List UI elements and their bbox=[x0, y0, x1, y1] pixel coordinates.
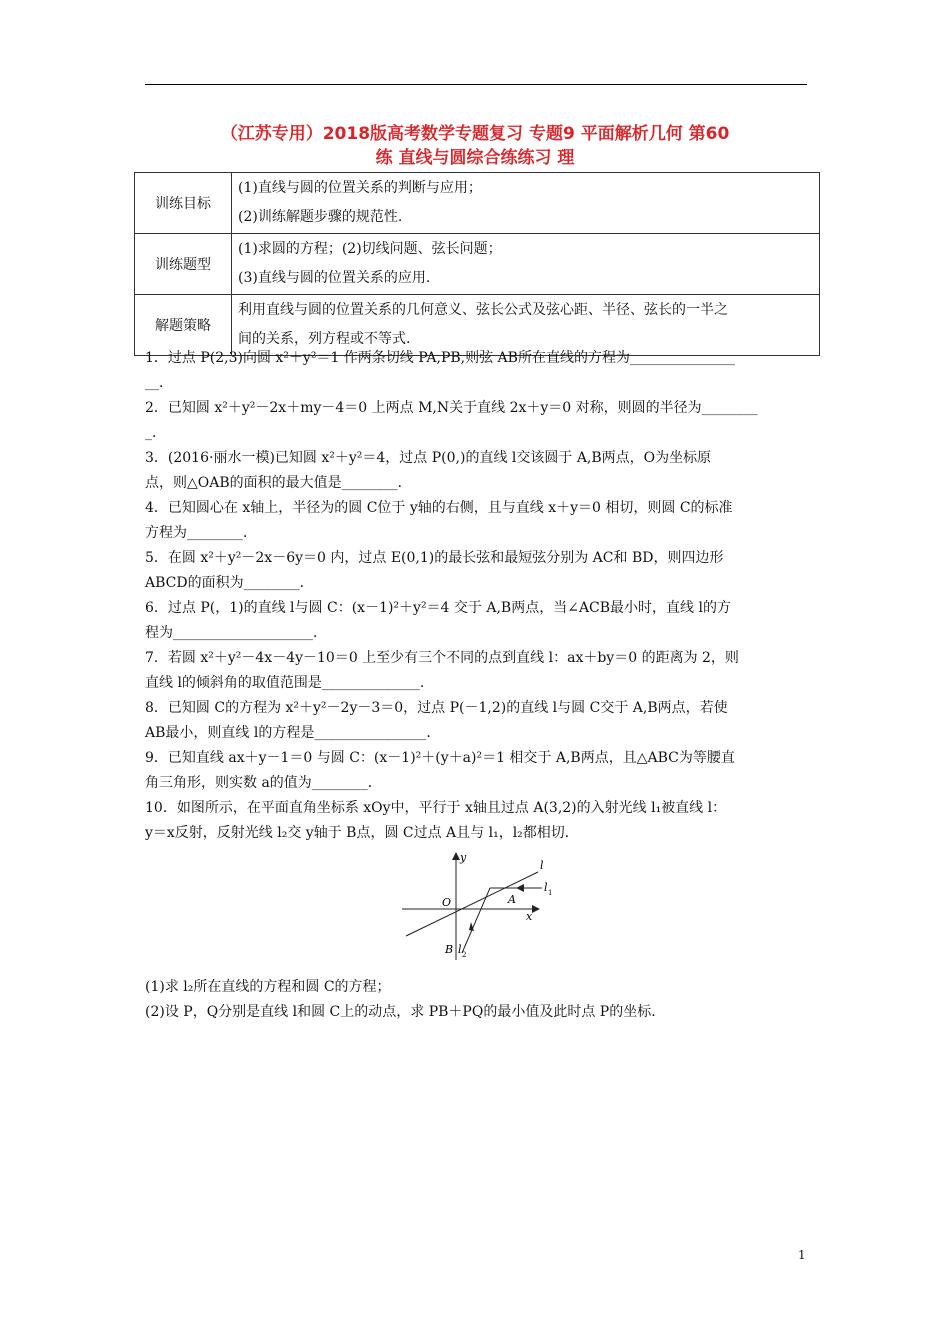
question-3-line-1: 3．(2016·丽水一模)已知圆 x²＋y²＝4，过点 P(0,)的直线 l交该圆于 A,B两点，O为坐标原 bbox=[145, 450, 712, 466]
row-body bbox=[232, 234, 820, 295]
row-head: 解题策略 bbox=[135, 295, 232, 356]
label-l1: l bbox=[544, 881, 548, 894]
row-head: 训练目标 bbox=[135, 173, 232, 234]
question-1-line-1: 1．过点 P(2,3)向圆 x²＋y²＝1 作两条切线 PA,PB,则弦 AB所在直线的方程为_______________ bbox=[145, 350, 735, 366]
question-6-line-2: 程为____________________． bbox=[145, 625, 327, 641]
label-l2: l bbox=[458, 943, 462, 956]
sub-question-list bbox=[145, 975, 807, 1025]
reflection-diagram bbox=[398, 850, 558, 962]
ray-l1-arrow bbox=[516, 884, 524, 892]
label-y: y bbox=[460, 851, 467, 864]
header-rule bbox=[145, 84, 807, 85]
question-10-line-2: y＝x反射，反射光线 l₂交 y轴于 B点，圆 C过点 A且与 l₁，l₂都相切． bbox=[145, 825, 579, 841]
question-7-line-2: 直线 l的倾斜角的取值范围是______________． bbox=[145, 675, 434, 691]
question-8-line-2: AB最小，则直线 l的方程是________________． bbox=[145, 725, 441, 741]
question-4-line-2: 方程为________． bbox=[145, 525, 257, 541]
row-line: (2)训练解题步骤的规范性. bbox=[238, 209, 403, 225]
question-6-line-1: 6．过点 P(，1)的直线 l与圆 C：(x－1)²＋y²＝4 交于 A,B两点，当∠ACB最小时，直线 l的方 bbox=[145, 600, 731, 616]
question-8-line-1: 8．已知圆 C的方程为 x²＋y²－2y－3＝0，过点 P(－1,2)的直线 l与圆 C交于 A,B两点，若使 bbox=[145, 700, 728, 716]
question-5-line-2: ABCD的面积为________． bbox=[145, 575, 314, 591]
question-3-line-2: 点，则△OAB的面积的最大值是________． bbox=[145, 475, 412, 491]
row-head: 训练题型 bbox=[135, 234, 232, 295]
row-line: 利用直线与圆的位置关系的几何意义、弦长公式及弦心距、半径、弦长的一半之 bbox=[238, 302, 728, 318]
title-line-2: 练 直线与圆综合练练习 理 bbox=[375, 148, 575, 168]
ray-l2 bbox=[462, 888, 490, 953]
document-title bbox=[130, 122, 820, 170]
question-list bbox=[145, 346, 807, 846]
label-l: l bbox=[540, 859, 544, 872]
table-row bbox=[135, 234, 820, 295]
row-body bbox=[232, 173, 820, 234]
question-9-line-1: 9．已知直线 ax＋y－1＝0 与圆 C：(x－1)²＋(y＋a)²＝1 相交于 A,B两点，且△ABC为等腰直 bbox=[145, 750, 735, 766]
row-line: 间的关系，列方程或不等式. bbox=[238, 331, 411, 347]
question-1-line-2: __． bbox=[145, 375, 173, 391]
sub-question-1: (1)求 l₂所在直线的方程和圆 C的方程； bbox=[145, 979, 391, 995]
question-2-line-2: _． bbox=[145, 425, 166, 441]
label-A: A bbox=[508, 893, 516, 906]
row-line: (3)直线与圆的位置关系的应用. bbox=[238, 270, 431, 286]
sub-question-2: (2)设 P，Q分别是直线 l和圆 C上的动点，求 PB＋PQ的最小值及此时点 P的坐标． bbox=[145, 1004, 666, 1020]
row-line: (1)直线与圆的位置关系的判断与应用； bbox=[238, 180, 482, 196]
row-line: (1)求圆的方程；(2)切线问题、弦长问题； bbox=[238, 241, 502, 257]
question-5-line-1: 5．在圆 x²＋y²－2x－6y＝0 内，过点 E(0,1)的最长弦和最短弦分别为 AC和 BD，则四边形 bbox=[145, 550, 724, 566]
label-l1-subscript: 1 bbox=[548, 889, 553, 897]
table-row bbox=[135, 173, 820, 234]
question-10-line-1: 10．如图所示，在平面直角坐标系 xOy中，平行于 x轴且过点 A(3,2)的入射光线 l₁被直线 l： bbox=[145, 800, 727, 816]
training-info-table bbox=[134, 172, 820, 356]
label-B: B bbox=[445, 943, 454, 956]
question-4-line-1: 4．已知圆心在 x轴上，半径为的圆 C位于 y轴的右侧，且与直线 x＋y＝0 相切，则圆 C的标准 bbox=[145, 500, 733, 516]
question-7-line-1: 7．若圆 x²＋y²－4x－4y－10＝0 上至少有三个不同的点到直线 l：ax＋by＝0 的距离为 2，则 bbox=[145, 650, 739, 666]
question-2-line-1: 2．已知圆 x²＋y²－2x＋my－4＝0 上两点 M,N关于直线 2x＋y＝0 对称，则圆的半径为________ bbox=[145, 400, 758, 416]
question-9-line-2: 角三角形，则实数 a的值为________． bbox=[145, 775, 382, 791]
label-x: x bbox=[526, 910, 533, 923]
page-number: 1 bbox=[798, 1248, 806, 1262]
label-origin: O bbox=[442, 896, 452, 909]
label-l2-subscript: 2 bbox=[462, 951, 467, 959]
title-line-1: （江苏专用）2018版高考数学专题复习 专题9 平面解析几何 第60 bbox=[220, 124, 730, 144]
